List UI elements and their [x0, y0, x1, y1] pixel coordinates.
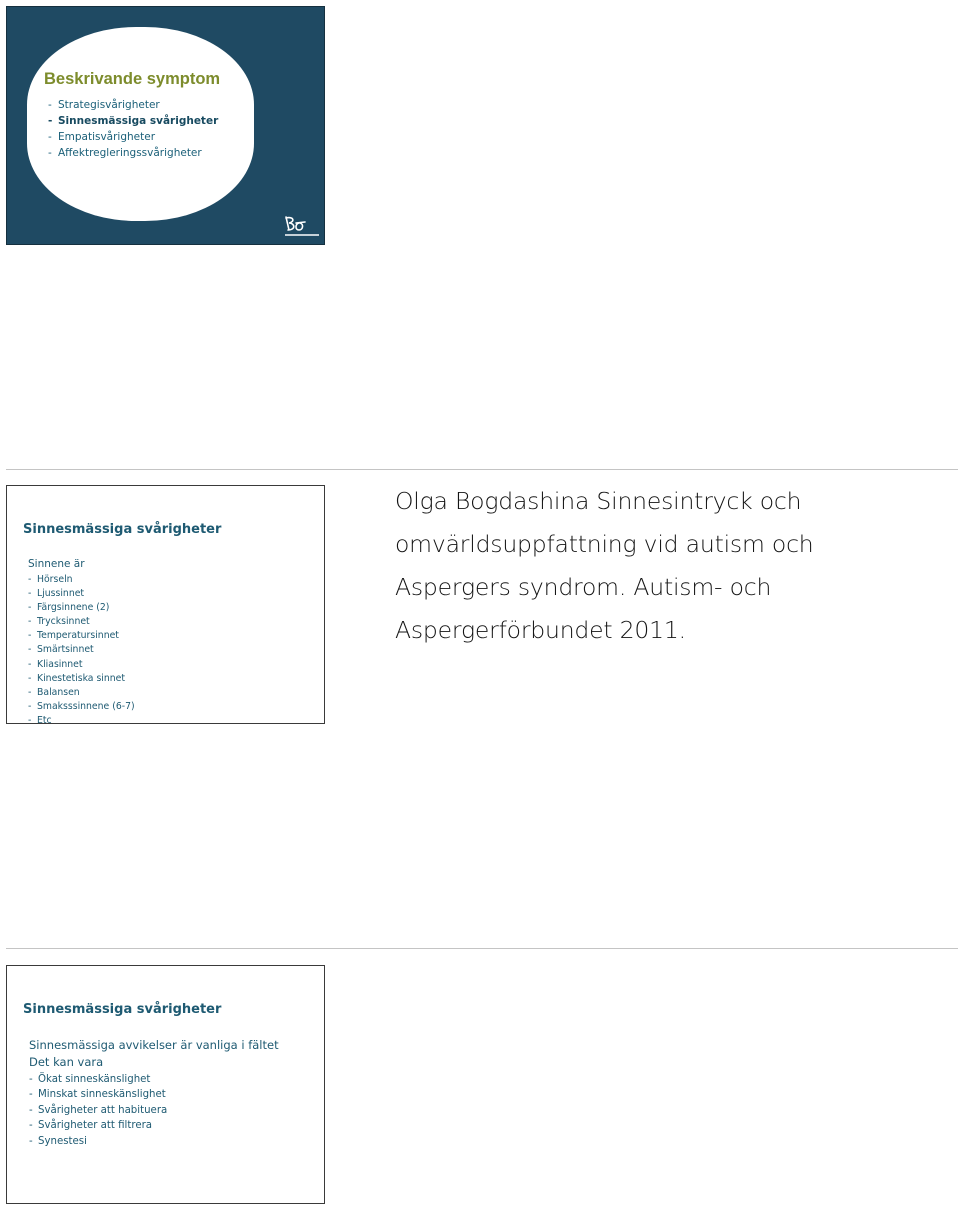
page-divider: [6, 469, 958, 470]
list-item: - Svårigheter att habituera: [29, 1104, 168, 1116]
list-item: - Strategisvårigheter: [48, 99, 160, 111]
list-item: - Ökat sinneskänslighet: [29, 1074, 151, 1085]
slide-3-title: Sinnesmässiga svårigheter: [23, 1002, 222, 1017]
slide-3-lead-2: Det kan vara: [29, 1055, 104, 1069]
list-item: - Färgsinnene (2): [28, 602, 110, 614]
list-item: - Hörseln: [28, 574, 73, 585]
list-item: - Kliasinnet: [28, 658, 83, 670]
list-item: - Empatisvårigheter: [48, 131, 156, 143]
list-item: - Svårigheter att filtrera: [29, 1120, 153, 1132]
slide-2-lead: Sinnene är: [28, 558, 85, 570]
slide-2-senses-list: [28, 573, 135, 724]
slide-1-title: Beskrivande symptom: [44, 70, 221, 88]
page-divider: [6, 948, 958, 949]
list-item: - Balansen: [28, 686, 80, 698]
list-item: - Minskat sinneskänslighet: [29, 1089, 166, 1101]
slide-2-sinnesmassiga: [6, 485, 325, 724]
list-item: - Temperatursinnet: [28, 630, 119, 642]
slide-1-beskrivande-symptom: [6, 6, 325, 245]
list-item-highlighted: - Sinnesmässiga svårigheter: [48, 115, 219, 127]
slide-3-lead-1: Sinnesmässiga avvikelser är vanliga i fältet: [29, 1038, 279, 1052]
list-item: - Kinestetiska sinnet: [28, 672, 126, 684]
list-item: - Trycksinnet: [28, 616, 90, 628]
list-item: - Synestesi: [29, 1135, 87, 1147]
list-item: - Ljussinnet: [28, 588, 85, 600]
list-item: - Smaksssinnene (6-7): [28, 700, 135, 712]
slide-3-deviation-list: [29, 1072, 167, 1149]
list-item: - Affektregleringssvårigheter: [48, 147, 202, 159]
slide-2-title: Sinnesmässiga svårigheter: [23, 522, 222, 537]
slide-2-notes: Olga Bogdashina Sinnesintryck och omvärldsuppfattning vid autism och Aspergers syndrom. Autism- och Aspergerförbundet 2011.: [395, 487, 814, 644]
logo-icon: [282, 214, 322, 240]
slide-3-sinnesmassiga: [6, 965, 325, 1204]
slide-1-symptom-list: [48, 97, 218, 161]
list-item: - Etc: [28, 714, 52, 724]
list-item: - Smärtsinnet: [28, 644, 94, 656]
